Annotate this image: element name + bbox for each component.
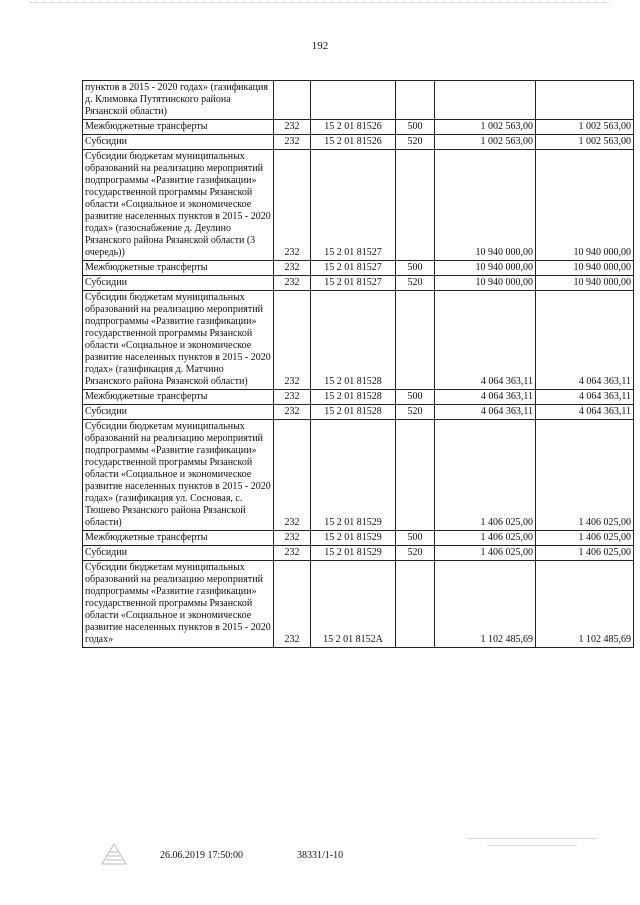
row-vr-code: 500 xyxy=(396,531,435,546)
row-vr-code xyxy=(396,420,435,531)
row-amount-1: 4 064 363,11 xyxy=(435,405,536,420)
row-ved-code: 232 xyxy=(274,276,311,291)
row-name: Субсидии xyxy=(83,135,274,150)
row-ved-code: 232 xyxy=(274,120,311,135)
registry-logo-icon xyxy=(98,838,130,868)
row-ved-code: 232 xyxy=(274,390,311,405)
row-csr-code: 15 2 01 81529 xyxy=(311,420,396,531)
faded-stamp xyxy=(452,838,612,846)
row-amount-2: 1 002 563,00 xyxy=(536,120,634,135)
table-row xyxy=(83,135,634,150)
row-vr-code xyxy=(396,150,435,261)
row-ved-code: 232 xyxy=(274,531,311,546)
row-amount-2: 4 064 363,11 xyxy=(536,405,634,420)
row-name: Субсидии бюджетам муниципальных образований на реализацию мероприятий подпрограммы «Развитие газификации» государственной программы Рязанской области «Социальное и экономическое развитие населенных пунктов в 2015 - 2020 годах» (газификация д. Матчино Рязанского района Рязанской области) xyxy=(83,291,274,390)
row-ved-code: 232 xyxy=(274,150,311,261)
row-amount-1: 1 102 485,69 xyxy=(435,561,536,648)
row-csr-code: 15 2 01 81528 xyxy=(311,291,396,390)
row-amount-1: 1 002 563,00 xyxy=(435,120,536,135)
row-name: Субсидии xyxy=(83,405,274,420)
row-amount-2: 1 406 025,00 xyxy=(536,531,634,546)
row-ved-code: 232 xyxy=(274,561,311,648)
row-name: Межбюджетные трансферты xyxy=(83,261,274,276)
row-vr-code: 500 xyxy=(396,390,435,405)
row-csr-code: 15 2 01 8152А xyxy=(311,561,396,648)
table-row xyxy=(83,531,634,546)
row-csr-code: 15 2 01 81528 xyxy=(311,405,396,420)
row-ved-code: 232 xyxy=(274,405,311,420)
row-amount-2: 10 940 000,00 xyxy=(536,276,634,291)
row-vr-code: 520 xyxy=(396,276,435,291)
row-amount-2: 10 940 000,00 xyxy=(536,150,634,261)
row-name: Субсидии xyxy=(83,546,274,561)
footer-date: 26.06.2019 17:50:00 xyxy=(160,850,244,861)
row-vr-code xyxy=(396,561,435,648)
row-ved-code: 232 xyxy=(274,291,311,390)
row-vr-code: 500 xyxy=(396,261,435,276)
row-vr-code: 500 xyxy=(396,120,435,135)
table-row xyxy=(83,390,634,405)
table-row xyxy=(83,420,634,531)
row-amount-2: 4 064 363,11 xyxy=(536,291,634,390)
row-csr-code: 15 2 01 81529 xyxy=(311,531,396,546)
row-name: Субсидии бюджетам муниципальных образований на реализацию мероприятий подпрограммы «Развитие газификации» государственной программы Рязанской области «Социальное и экономическое развитие населенных пунктов в 2015 - 2020 годах» (газификация ул. Сосновая, с. Тюшево Рязанского района Рязанской области) xyxy=(83,420,274,531)
row-name: Субсидии бюджетам муниципальных образований на реализацию мероприятий подпрограммы «Развитие газификации» государственной программы Рязанской области «Социальное и экономическое развитие населенных пунктов в 2015 - 2020 годах» xyxy=(83,561,274,648)
row-name: пунктов в 2015 - 2020 годах» (газификация д. Климовка Путятинского района Рязанской области) xyxy=(83,81,274,120)
footer-doc-number: 38331/1-10 xyxy=(297,850,344,861)
row-amount-1: 1 406 025,00 xyxy=(435,531,536,546)
row-csr-code: 15 2 01 81528 xyxy=(311,390,396,405)
table-row xyxy=(83,276,634,291)
row-ved-code: 232 xyxy=(274,135,311,150)
row-csr-code: 15 2 01 81527 xyxy=(311,276,396,291)
row-csr-code: 15 2 01 81526 xyxy=(311,135,396,150)
table-row xyxy=(83,546,634,561)
row-amount-1: 10 940 000,00 xyxy=(435,261,536,276)
row-name: Субсидии бюджетам муниципальных образований на реализацию мероприятий подпрограммы «Развитие газификации» государственной программы Рязанской области «Социальное и экономическое развитие населенных пунктов в 2015 - 2020 годах» (газоснабжение д. Деулино Рязанского района Рязанской области (3 очередь)) xyxy=(83,150,274,261)
row-amount-1: 10 940 000,00 xyxy=(435,150,536,261)
row-amount-1: 1 002 563,00 xyxy=(435,135,536,150)
row-amount-2: 1 002 563,00 xyxy=(536,135,634,150)
row-amount-2: 10 940 000,00 xyxy=(536,261,634,276)
row-vr-code: 520 xyxy=(396,546,435,561)
row-name: Субсидии xyxy=(83,276,274,291)
page-number: 192 xyxy=(311,40,329,52)
row-ved-code: 232 xyxy=(274,420,311,531)
row-csr-code: 15 2 01 81529 xyxy=(311,546,396,561)
row-csr-code: 15 2 01 81527 xyxy=(311,150,396,261)
table-row xyxy=(83,150,634,261)
row-csr-code xyxy=(311,81,396,120)
row-csr-code: 15 2 01 81526 xyxy=(311,120,396,135)
row-csr-code: 15 2 01 81527 xyxy=(311,261,396,276)
row-amount-1: 4 064 363,11 xyxy=(435,291,536,390)
row-amount-1 xyxy=(435,81,536,120)
row-amount-2: 4 064 363,11 xyxy=(536,390,634,405)
row-name: Межбюджетные трансферты xyxy=(83,390,274,405)
budget-table xyxy=(82,80,634,648)
row-vr-code xyxy=(396,291,435,390)
row-vr-code: 520 xyxy=(396,135,435,150)
row-vr-code: 520 xyxy=(396,405,435,420)
table-row xyxy=(83,561,634,648)
row-amount-2: 1 406 025,00 xyxy=(536,420,634,531)
row-amount-1: 1 406 025,00 xyxy=(435,420,536,531)
row-name: Межбюджетные трансферты xyxy=(83,531,274,546)
scan-artifact-line xyxy=(30,2,610,3)
row-amount-2 xyxy=(536,81,634,120)
row-name: Межбюджетные трансферты xyxy=(83,120,274,135)
table-row xyxy=(83,120,634,135)
row-amount-2: 1 102 485,69 xyxy=(536,561,634,648)
table-row xyxy=(83,291,634,390)
row-vr-code xyxy=(396,81,435,120)
row-amount-1: 10 940 000,00 xyxy=(435,276,536,291)
table-row xyxy=(83,81,634,120)
table-row xyxy=(83,405,634,420)
row-amount-2: 1 406 025,00 xyxy=(536,546,634,561)
row-amount-1: 1 406 025,00 xyxy=(435,546,536,561)
table-row xyxy=(83,261,634,276)
row-ved-code xyxy=(274,81,311,120)
row-amount-1: 4 064 363,11 xyxy=(435,390,536,405)
row-ved-code: 232 xyxy=(274,546,311,561)
row-ved-code: 232 xyxy=(274,261,311,276)
